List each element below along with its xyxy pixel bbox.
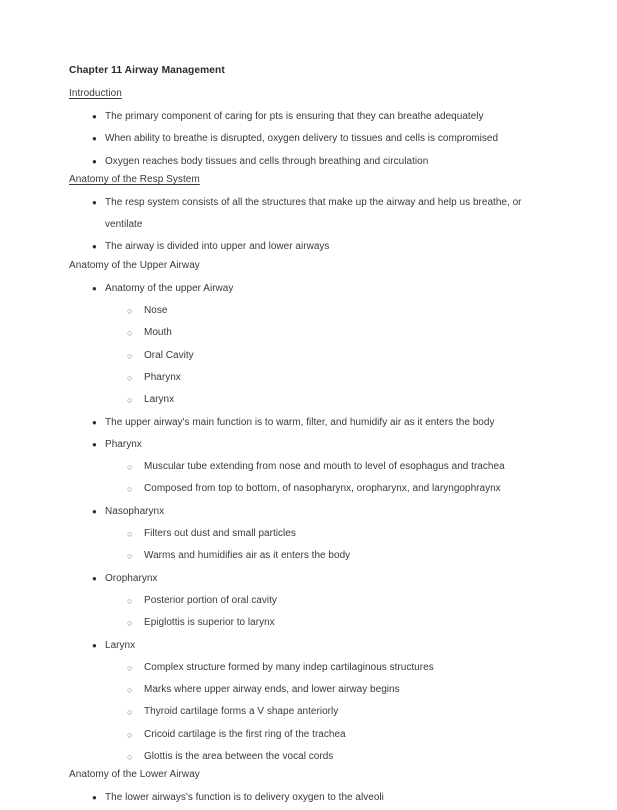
bullet-disc-icon: ●: [92, 506, 97, 516]
bullet-disc-icon: ●: [92, 417, 97, 427]
list-item: [69, 192, 559, 237]
bullet-disc-icon: ●: [92, 283, 97, 293]
bullet-list-level-2: [105, 300, 559, 411]
bullet-disc-icon: ●: [92, 640, 97, 650]
sub-list-item-text: Muscular tube extending from nose and mouth to level of esophagus and trachea: [144, 461, 505, 473]
sub-list-item: [105, 523, 559, 545]
bullet-disc-icon: ●: [92, 439, 97, 449]
sub-list-item: [105, 300, 559, 322]
sub-list-item: [105, 612, 559, 634]
bullet-circle-icon: ○: [127, 395, 133, 406]
list-item-text: Oxygen reaches body tissues and cells through breathing and circulation: [105, 155, 429, 167]
section-heading: [69, 173, 559, 192]
list-item: [69, 501, 559, 568]
bullet-circle-icon: ○: [127, 551, 133, 562]
sub-list-item-text: Composed from top to bottom, of nasopharynx, oropharynx, and laryngophraynx: [144, 483, 501, 495]
sub-list-item: [105, 679, 559, 701]
bullet-disc-icon: ●: [92, 573, 97, 583]
bullet-circle-icon: ○: [127, 618, 133, 629]
list-item-text: Nasopharynx: [105, 505, 165, 517]
sub-list-item: [105, 478, 559, 500]
bullet-list-level-1: [69, 787, 559, 809]
list-item: [69, 151, 559, 173]
section-heading: [69, 768, 559, 787]
sub-list-item-text: Posterior portion of oral cavity: [144, 594, 277, 606]
list-item-text: Pharynx: [105, 438, 142, 450]
bullet-circle-icon: ○: [127, 662, 133, 673]
bullet-list-level-1: [69, 192, 559, 259]
bullet-disc-icon: ●: [92, 242, 97, 252]
bullet-disc-icon: ●: [92, 112, 97, 121]
bullet-circle-icon: ○: [127, 484, 133, 495]
list-item-text: Oropharynx: [105, 572, 158, 584]
list-item: [69, 128, 559, 150]
bullet-circle-icon: ○: [127, 350, 133, 361]
sub-list-item: [105, 545, 559, 567]
list-item: [69, 278, 559, 412]
list-item: [69, 106, 559, 128]
sub-list-item-text: Marks where upper airway ends, and lower airway begins: [144, 684, 400, 696]
sub-list-item-text: Epiglottis is superior to larynx: [144, 617, 275, 629]
section-heading: [69, 259, 559, 278]
document-body: [69, 64, 559, 810]
bullet-circle-icon: ○: [127, 752, 133, 763]
bullet-disc-icon: ●: [92, 134, 97, 144]
sub-list-item-text: Nose: [144, 305, 168, 317]
sub-list-item: [105, 701, 559, 723]
sub-list-item-text: Mouth: [144, 327, 172, 339]
list-item-text: The upper airway's main function is to warm, filter, and humidify air as it enters the body: [105, 416, 495, 428]
section-heading-text: Introduction: [69, 88, 122, 99]
sub-list-item: [105, 590, 559, 612]
sub-list-item: [105, 322, 559, 344]
list-item-text: When ability to breathe is disrupted, oxygen delivery to tissues and cells is compromised: [105, 133, 499, 145]
section-heading-text: Anatomy of the Lower Airway: [69, 769, 200, 781]
list-item-text: Anatomy of the upper Airway: [105, 282, 234, 294]
bullet-circle-icon: ○: [127, 372, 133, 383]
bullet-list-level-2: [105, 523, 559, 568]
sub-list-item: [105, 746, 559, 768]
sub-list-item-text: Pharynx: [144, 371, 181, 383]
bullet-disc-icon: ●: [92, 156, 97, 166]
list-item-text: The resp system consists of all the structures that make up the airway and help us breathe, or ventilate: [105, 196, 522, 231]
list-item: [69, 568, 559, 635]
list-item-text: The airway is divided into upper and lower airways: [105, 241, 330, 253]
sub-list-item: [105, 657, 559, 679]
sub-list-item: [105, 456, 559, 478]
sub-list-item: [105, 389, 559, 411]
bullet-circle-icon: ○: [127, 595, 133, 606]
list-item-text: The lower airways's function is to delivery oxygen to the alveoli: [105, 792, 384, 804]
sections-container: [69, 87, 559, 810]
list-item: [69, 635, 559, 769]
sub-list-item-text: Complex structure formed by many indep cartilaginous structures: [144, 661, 434, 673]
bullet-disc-icon: ●: [92, 793, 97, 803]
list-item: [69, 434, 559, 501]
bullet-circle-icon: ○: [127, 685, 133, 696]
section-heading-text: Anatomy of the Resp System: [69, 173, 200, 185]
sub-list-item-text: Oral Cavity: [144, 349, 194, 361]
bullet-list-level-1: [69, 278, 559, 769]
sub-list-item: [105, 345, 559, 367]
bullet-circle-icon: ○: [127, 529, 133, 540]
list-item-text: The primary component of caring for pts is ensuring that they can breathe adequately: [105, 111, 484, 122]
bullet-circle-icon: ○: [127, 306, 133, 317]
bullet-circle-icon: ○: [127, 707, 133, 718]
bullet-circle-icon: ○: [127, 462, 133, 473]
list-item-text: Larynx: [105, 639, 136, 651]
sub-list-item-text: Glottis is the area between the vocal cords: [144, 751, 334, 763]
list-item: [69, 412, 559, 434]
sub-list-item: [105, 724, 559, 746]
bullet-circle-icon: ○: [127, 729, 133, 740]
sub-list-item: [105, 367, 559, 389]
bullet-list-level-2: [105, 456, 559, 501]
sub-list-item-text: Larynx: [144, 394, 175, 406]
bullet-circle-icon: ○: [127, 328, 133, 339]
bullet-list-level-2: [105, 590, 559, 635]
section-heading: [69, 87, 559, 106]
sub-list-item-text: Thyroid cartilage forms a V shape anteriorly: [144, 706, 339, 718]
sub-list-item-text: Cricoid cartilage is the first ring of the trachea: [144, 728, 346, 740]
sub-list-item-text: Warms and humidifies air as it enters the body: [144, 550, 351, 562]
bullet-disc-icon: ●: [92, 197, 97, 207]
list-item: [69, 787, 559, 809]
sub-list-item-text: Filters out dust and small particles: [144, 528, 296, 540]
page-title: Chapter 11 Airway Management: [69, 65, 225, 76]
bullet-list-level-2: [105, 657, 559, 768]
bullet-list-level-1: [69, 106, 559, 173]
section-heading-text: Anatomy of the Upper Airway: [69, 259, 200, 271]
list-item: [69, 236, 559, 258]
